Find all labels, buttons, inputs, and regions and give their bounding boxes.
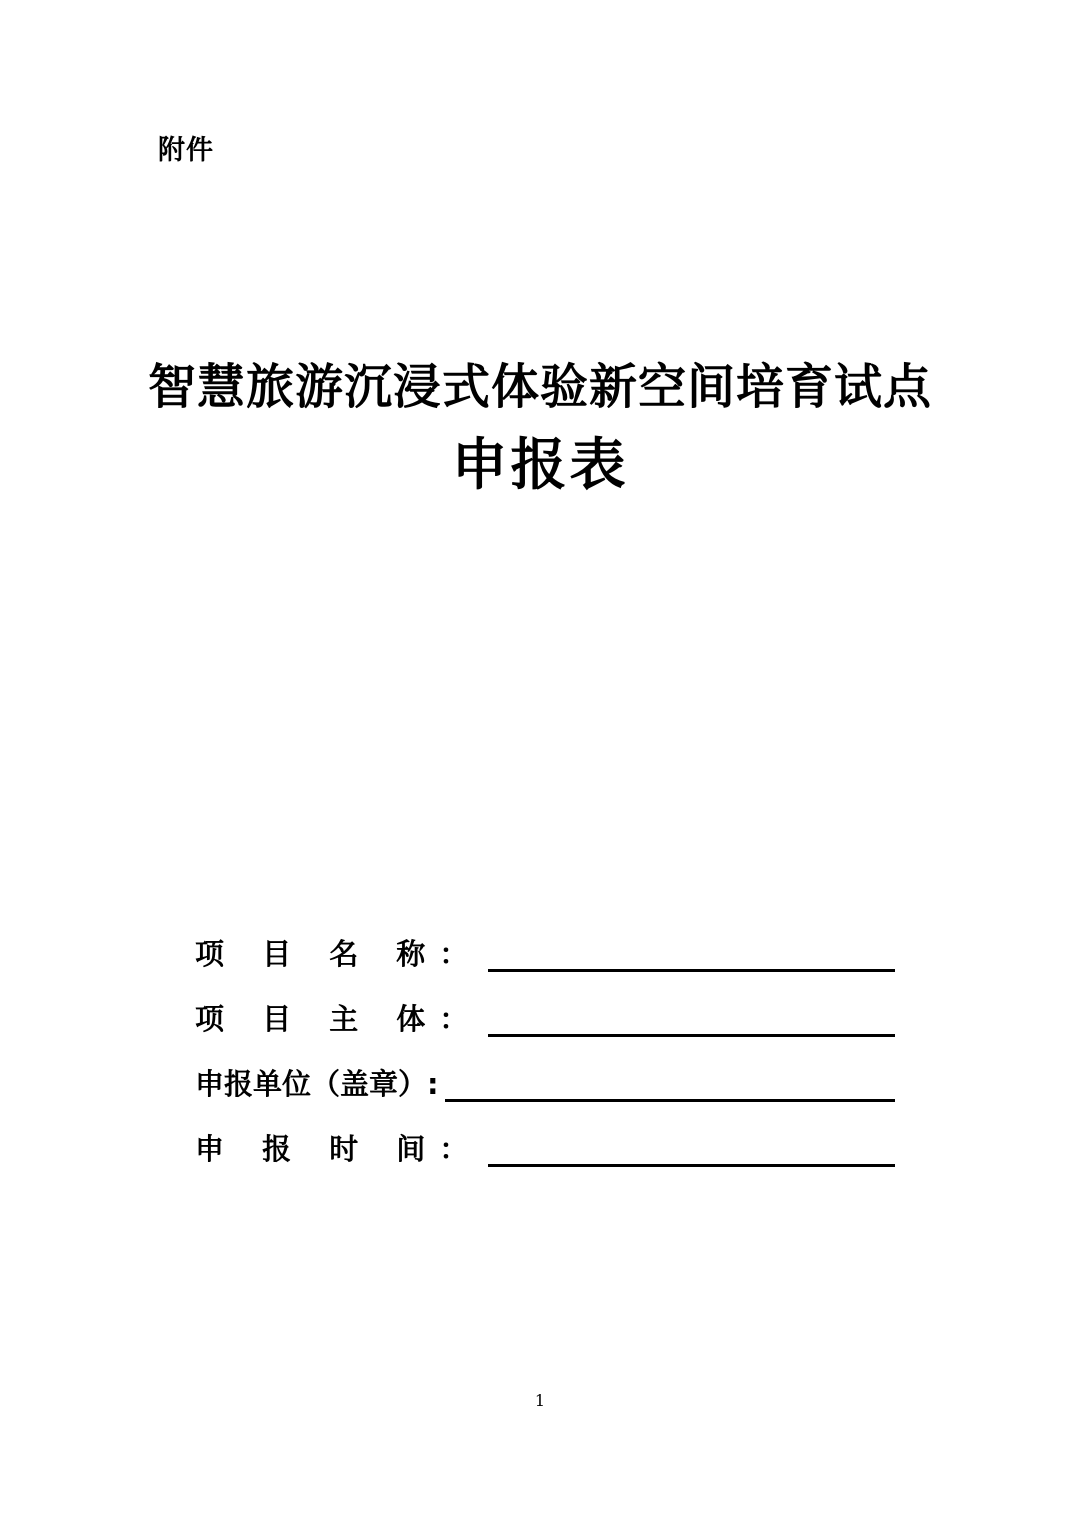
field-input-project-entity[interactable] xyxy=(488,1004,895,1037)
attachment-label: 附件 xyxy=(158,135,214,166)
form-fields xyxy=(195,930,895,1190)
field-label-applicant-unit: 申报单位（盖章）: xyxy=(195,1067,439,1101)
field-input-application-date[interactable] xyxy=(488,1134,895,1167)
field-row-project-name xyxy=(195,930,895,972)
field-input-applicant-unit[interactable] xyxy=(445,1069,895,1102)
document-title-line-1: 智慧旅游沉浸式体验新空间培育试点 xyxy=(147,359,932,415)
field-label-project-name: 项 目 名 称： xyxy=(195,937,483,971)
page-number: 1 xyxy=(534,1391,546,1410)
field-label-application-date: 申 报 时 间： xyxy=(195,1132,483,1166)
field-row-applicant-unit xyxy=(195,1060,895,1102)
document-title-line-2: 申报表 xyxy=(451,432,629,499)
field-label-project-entity: 项 目 主 体： xyxy=(195,1002,483,1036)
field-input-project-name[interactable] xyxy=(488,939,895,972)
field-row-project-entity xyxy=(195,995,895,1037)
field-row-application-date xyxy=(195,1125,895,1167)
document-title-block xyxy=(0,360,1080,502)
